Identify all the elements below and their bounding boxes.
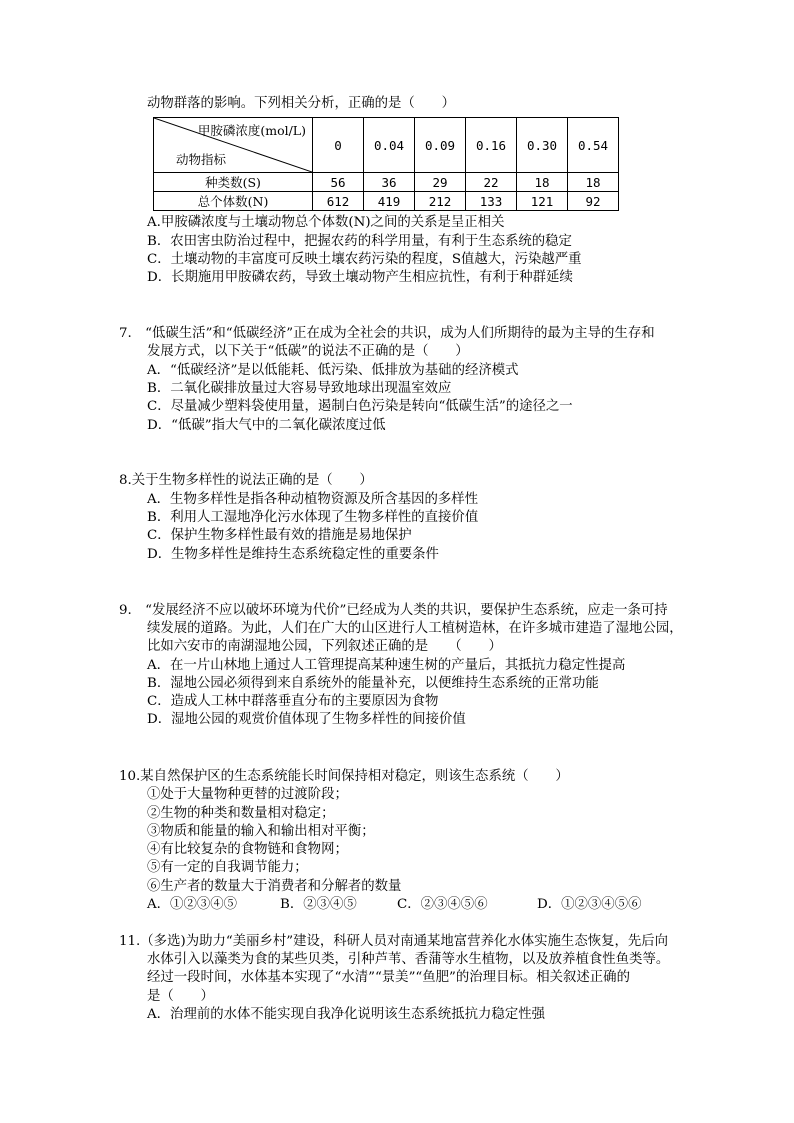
q7-option-d: D．“低碳”指大气中的二氧化碳浓度过低 [147, 418, 386, 433]
q7-stem-line-2: 发展方式，以下关于“低碳”的说法不正确的是（ ） [147, 344, 469, 359]
row-label-individuals: 总个体数(N) [154, 192, 313, 211]
q11-stem-line-1: 11.（多选)为助力“美丽乡村”建设，科研人员对南通某地富营养化水体实施生态恢复，先后向 [119, 934, 669, 949]
q9-option-d: D．湿地公园的观赏价值体现了生物多样性的间接价值 [147, 712, 466, 727]
q10-stem: 10.某自然保护区的生态系统能长时间保持相对稳定，则该生态系统（ ） [119, 769, 569, 784]
q10-item-1: ①处于大量物种更替的过渡阶段； [147, 787, 348, 802]
q8-stem: 8.关于生物多样性的说法正确的是（ ） [119, 473, 373, 488]
q7-stem-line-1: 7. “低碳生活”和“低碳经济”正在成为全社会的共识，成为人们所期待的最为主导的生存和 [119, 326, 655, 341]
q9-stem-line-3: 比如六安市的南湖湿地公园，下列叙述正确的是 （ ） [147, 639, 502, 654]
q7-option-b: B．二氧化碳排放量过大容易导致地球出现温室效应 [147, 381, 452, 396]
q6-option-a: A.甲胺磷浓度与土壤动物总个体数(N)之间的关系是呈正相关 [147, 215, 505, 230]
table-cell: 92 [568, 192, 619, 211]
q10-item-5: ⑤有一定的自我调节能力； [147, 860, 308, 875]
pesticide-table [153, 117, 619, 211]
concentration-cell: 0.04 [364, 118, 415, 173]
q9-option-c: C．造成人工林中群落垂直分布的主要原因为食物 [147, 694, 439, 709]
header-indicator-label: 动物指标 [176, 152, 227, 167]
table-row [154, 173, 619, 192]
q9-option-b: B．湿地公园必须得到来自系统外的能量补充，以便维持生态系统的正常功能 [147, 676, 599, 691]
table-header-row [154, 118, 619, 173]
concentration-cell: 0.09 [415, 118, 466, 173]
table-cell: 18 [517, 173, 568, 192]
table-cell: 121 [517, 192, 568, 211]
table-cell: 22 [466, 173, 517, 192]
table-cell: 419 [364, 192, 415, 211]
table-cell: 612 [313, 192, 364, 211]
q7-option-c: C．尽量减少塑料袋使用量，遏制白色污染是转向“低碳生活”的途径之一 [147, 399, 573, 414]
q11-stem-line-3: 经过一段时间，水体基本实现了“水清”“景美”“鱼肥”的治理目标。相关叙述正确的 [147, 970, 630, 985]
q7-option-a: A．“低碳经济”是以低能耗、低污染、低排放为基础的经济模式 [147, 363, 519, 378]
table-row [154, 192, 619, 211]
q8-option-d: D．生物多样性是维持生态系统稳定性的重要条件 [147, 547, 439, 562]
q10-option-c: C．②③④⑤⑥ [397, 897, 488, 912]
header-concentration-label: 甲胺磷浓度(mol/L) [197, 123, 306, 138]
q8-option-c: C．保护生物多样性最有效的措施是易地保护 [147, 528, 412, 543]
concentration-cell: 0.30 [517, 118, 568, 173]
concentration-cell: 0.54 [568, 118, 619, 173]
q6-option-d: D．长期施用甲胺磷农药，导致土壤动物产生相应抗性，有利于种群延续 [147, 270, 573, 285]
table-cell: 212 [415, 192, 466, 211]
table-cell: 133 [466, 192, 517, 211]
q10-item-6: ⑥生产者的数量大于消费者和分解者的数量 [147, 879, 402, 894]
table-cell: 18 [568, 173, 619, 192]
q10-option-d: D．①②③④⑤⑥ [537, 897, 642, 912]
q11-stem-line-4: 是（ ） [147, 989, 214, 1004]
row-label-species: 种类数(S) [154, 173, 313, 192]
q8-option-b: B．利用人工湿地净化污水体现了生物多样性的直接价值 [147, 510, 479, 525]
q8-option-a: A．生物多样性是指各种动植物资源及所含基因的多样性 [147, 492, 479, 507]
q11-option-a: A．治理前的水体不能实现自我净化说明该生态系统抵抗力稳定性强 [147, 1007, 545, 1022]
q9-option-a: A．在一片山林地上通过人工管理提高某种速生树的产量后，其抵抗力稳定性提高 [147, 658, 626, 673]
q9-stem-line-1: 9. “发展经济不应以破坏环境为代价”已经成为人类的共识，要保护生态系统，应走一条可持 [119, 603, 668, 618]
q6-option-c: C．土壤动物的丰富度可反映土壤农药污染的程度，S值越大，污染越严重 [147, 252, 582, 267]
table-corner-header [154, 118, 313, 173]
q10-option-b: B．②③④⑤ [280, 897, 357, 912]
q6-intro: 动物群落的影响。下列相关分析，正确的是（ ） [147, 96, 455, 111]
table-cell: 56 [313, 173, 364, 192]
q9-stem-line-2: 续发展的道路。为此，人们在广大的山区进行人工植树造林，在许多城市建造了湿地公园， [147, 621, 683, 636]
table-cell: 36 [364, 173, 415, 192]
q6-option-b: B．农田害虫防治过程中，把握农药的科学用量，有利于生态系统的稳定 [147, 234, 572, 249]
table-cell: 29 [415, 173, 466, 192]
q10-item-4: ④有比较复杂的食物链和食物网； [147, 842, 348, 857]
q11-stem-line-2: 水体引入以藻类为食的某些贝类，引种芦苇、香蒲等水生植物，以及放养植食性鱼类等。 [147, 952, 670, 967]
concentration-cell: 0.16 [466, 118, 517, 173]
q10-option-a: A．①②③④⑤ [147, 897, 238, 912]
q10-item-2: ②生物的种类和数量相对稳定； [147, 806, 335, 821]
concentration-cell: 0 [313, 118, 364, 173]
q10-item-3: ③物质和能量的输入和输出相对平衡； [147, 824, 375, 839]
